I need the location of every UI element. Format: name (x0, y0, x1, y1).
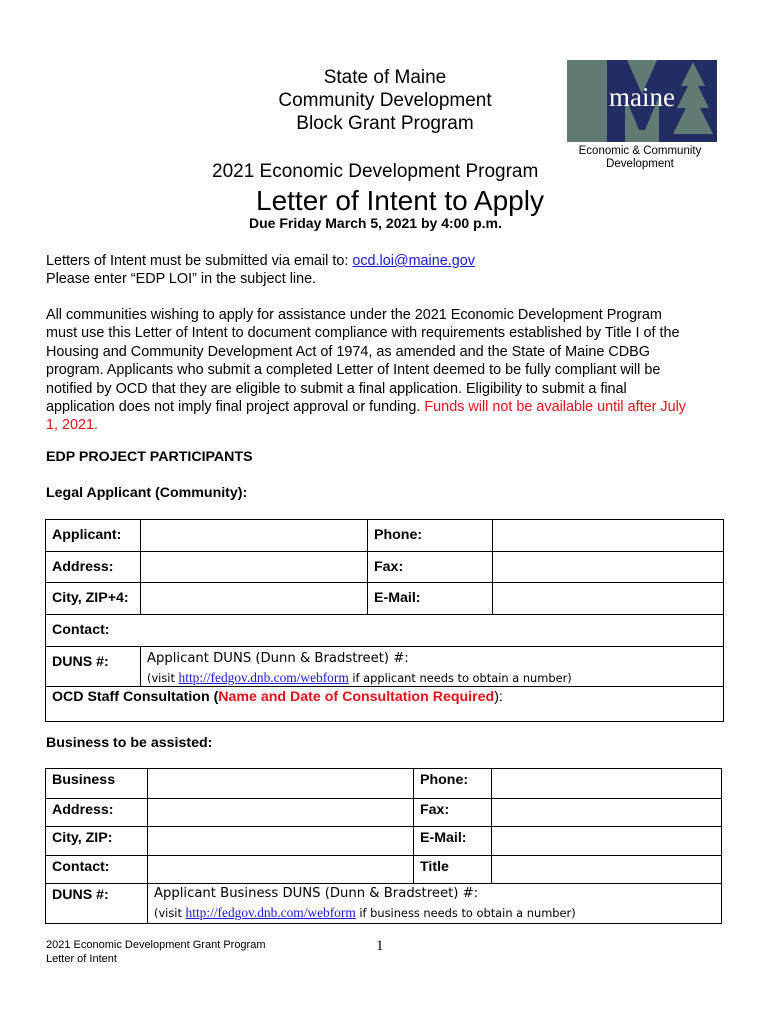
business-city-field[interactable] (148, 827, 414, 856)
applicant-label: Applicant: (46, 520, 141, 552)
duns-after-text: if applicant needs to obtain a number) (348, 671, 572, 685)
email-field[interactable] (493, 583, 724, 615)
table-row (46, 687, 724, 722)
intro-last-text: application does not imply final project approval or funding. (46, 399, 425, 416)
table-row (46, 769, 722, 799)
footer-line1: 2021 Economic Development Grant Program (46, 939, 266, 951)
page-title: Letter of Intent to Apply (256, 185, 544, 216)
intro-line: notified by OCD that they are eligible to submit a final application. Eligibility to submit a final (46, 380, 627, 397)
business-duns-instruction: Applicant Business DUNS (Dunn & Bradstreet) #: (154, 886, 479, 901)
submit-prefix: Letters of Intent must be submitted via email to: (46, 253, 353, 269)
program-name: 2021 Economic Development Program (212, 161, 539, 182)
page-number: 1 (376, 938, 384, 954)
intro-line: All communities wishing to apply for assistance under the 2021 Economic Development Program (46, 307, 662, 323)
business-fax-field[interactable] (492, 799, 722, 827)
business-heading: Business to be assisted: (46, 735, 213, 751)
footer-line2: Letter of Intent (46, 953, 117, 965)
funds-warning: Funds will not be available until after July (424, 399, 686, 416)
business-duns-field[interactable] (148, 884, 722, 924)
table-row (46, 856, 722, 884)
email-link[interactable]: ocd.loi@maine.gov (352, 253, 475, 269)
duns-field[interactable] (141, 647, 724, 687)
ocd-required-note: Name and Date of Consultation Required (218, 689, 495, 705)
fax-field[interactable] (493, 552, 724, 583)
table-row (46, 520, 724, 552)
business-contact-field[interactable] (148, 856, 414, 884)
applicant-table (45, 519, 724, 722)
intro-line: must use this Letter of Intent to document compliance with requirements established by Title I of the (46, 325, 680, 342)
email-label: E-Mail: (368, 583, 493, 615)
participants-heading: EDP PROJECT PARTICIPANTS (46, 449, 253, 465)
submission-instructions (46, 252, 736, 289)
logo-word: maine (609, 82, 675, 112)
intro-line: program. Applicants who submit a completed Letter of Intent deemed to be fully compliant will be (46, 362, 661, 379)
dnb-link[interactable]: http://fedgov.dnb.com/webform (185, 905, 356, 920)
table-row (46, 583, 724, 615)
duns-label: DUNS #: (46, 647, 141, 687)
duns-instruction: Applicant DUNS (Dunn & Bradstreet) #: (147, 651, 409, 666)
subject-line: Please enter “EDP LOI” in the subject line. (46, 271, 317, 288)
business-fax-label: Fax: (414, 799, 492, 827)
funds-warning-cont: 1, 2021. (46, 417, 99, 434)
table-row (46, 647, 724, 687)
business-contact-label: Contact: (46, 856, 148, 884)
contact-label: Contact: (52, 622, 110, 638)
header-line-program: Block Grant Program (296, 113, 474, 134)
city-label: City, ZIP+4: (46, 583, 141, 615)
address-label: Address: (46, 552, 141, 583)
legal-applicant-heading: Legal Applicant (Community): (46, 485, 248, 501)
duns-visit-text: (visit (154, 906, 186, 920)
intro-paragraph (46, 306, 746, 435)
header-line-state: State of Maine (323, 67, 447, 88)
business-phone-field[interactable] (492, 769, 722, 799)
business-duns-note (154, 905, 721, 921)
logo-caption-line1: Economic & Community (578, 145, 702, 157)
business-address-label: Address: (46, 799, 148, 827)
applicant-name-field[interactable] (141, 520, 368, 552)
header-title-block (235, 66, 535, 135)
phone-label: Phone: (368, 520, 493, 552)
due-date: Due Friday March 5, 2021 by 4:00 p.m. (249, 215, 502, 231)
business-email-label: E-Mail: (414, 827, 492, 856)
ocd-suffix: ): (494, 689, 503, 705)
contact-field[interactable] (46, 615, 724, 647)
table-row (46, 552, 724, 583)
logo-caption-line2: Development (606, 157, 674, 170)
business-title-field[interactable] (492, 856, 722, 884)
intro-line: Housing and Community Development Act of 1974, as amended and the State of Maine CDBG (46, 343, 650, 360)
logo-caption (555, 145, 725, 170)
business-label: Business (46, 769, 148, 799)
business-title-label: Title (414, 856, 492, 884)
business-duns-label: DUNS #: (46, 884, 148, 924)
ocd-consultation-field[interactable] (46, 687, 724, 722)
footer (46, 938, 266, 966)
business-city-label: City, ZIP: (46, 827, 148, 856)
city-field[interactable] (141, 583, 368, 615)
maine-decd-logo (567, 60, 717, 142)
business-email-field[interactable] (492, 827, 722, 856)
ocd-prefix: OCD Staff Consultation ( (52, 689, 219, 705)
business-phone-label: Phone: (414, 769, 492, 799)
business-address-field[interactable] (148, 799, 414, 827)
business-name-field[interactable] (148, 769, 414, 799)
phone-field[interactable] (493, 520, 724, 552)
address-field[interactable] (141, 552, 368, 583)
business-table (45, 768, 722, 924)
intro-line (46, 398, 746, 416)
duns-visit-text: (visit (147, 671, 179, 685)
table-row (46, 799, 722, 827)
header-line-community: Community Development (278, 90, 492, 111)
table-row (46, 827, 722, 856)
table-row (46, 615, 724, 647)
submit-line (46, 252, 736, 270)
duns-note (147, 670, 723, 686)
table-row (46, 884, 722, 924)
fax-label: Fax: (368, 552, 493, 583)
dnb-link[interactable]: http://fedgov.dnb.com/webform (178, 670, 349, 685)
duns-after-text: if business needs to obtain a number) (355, 906, 576, 920)
